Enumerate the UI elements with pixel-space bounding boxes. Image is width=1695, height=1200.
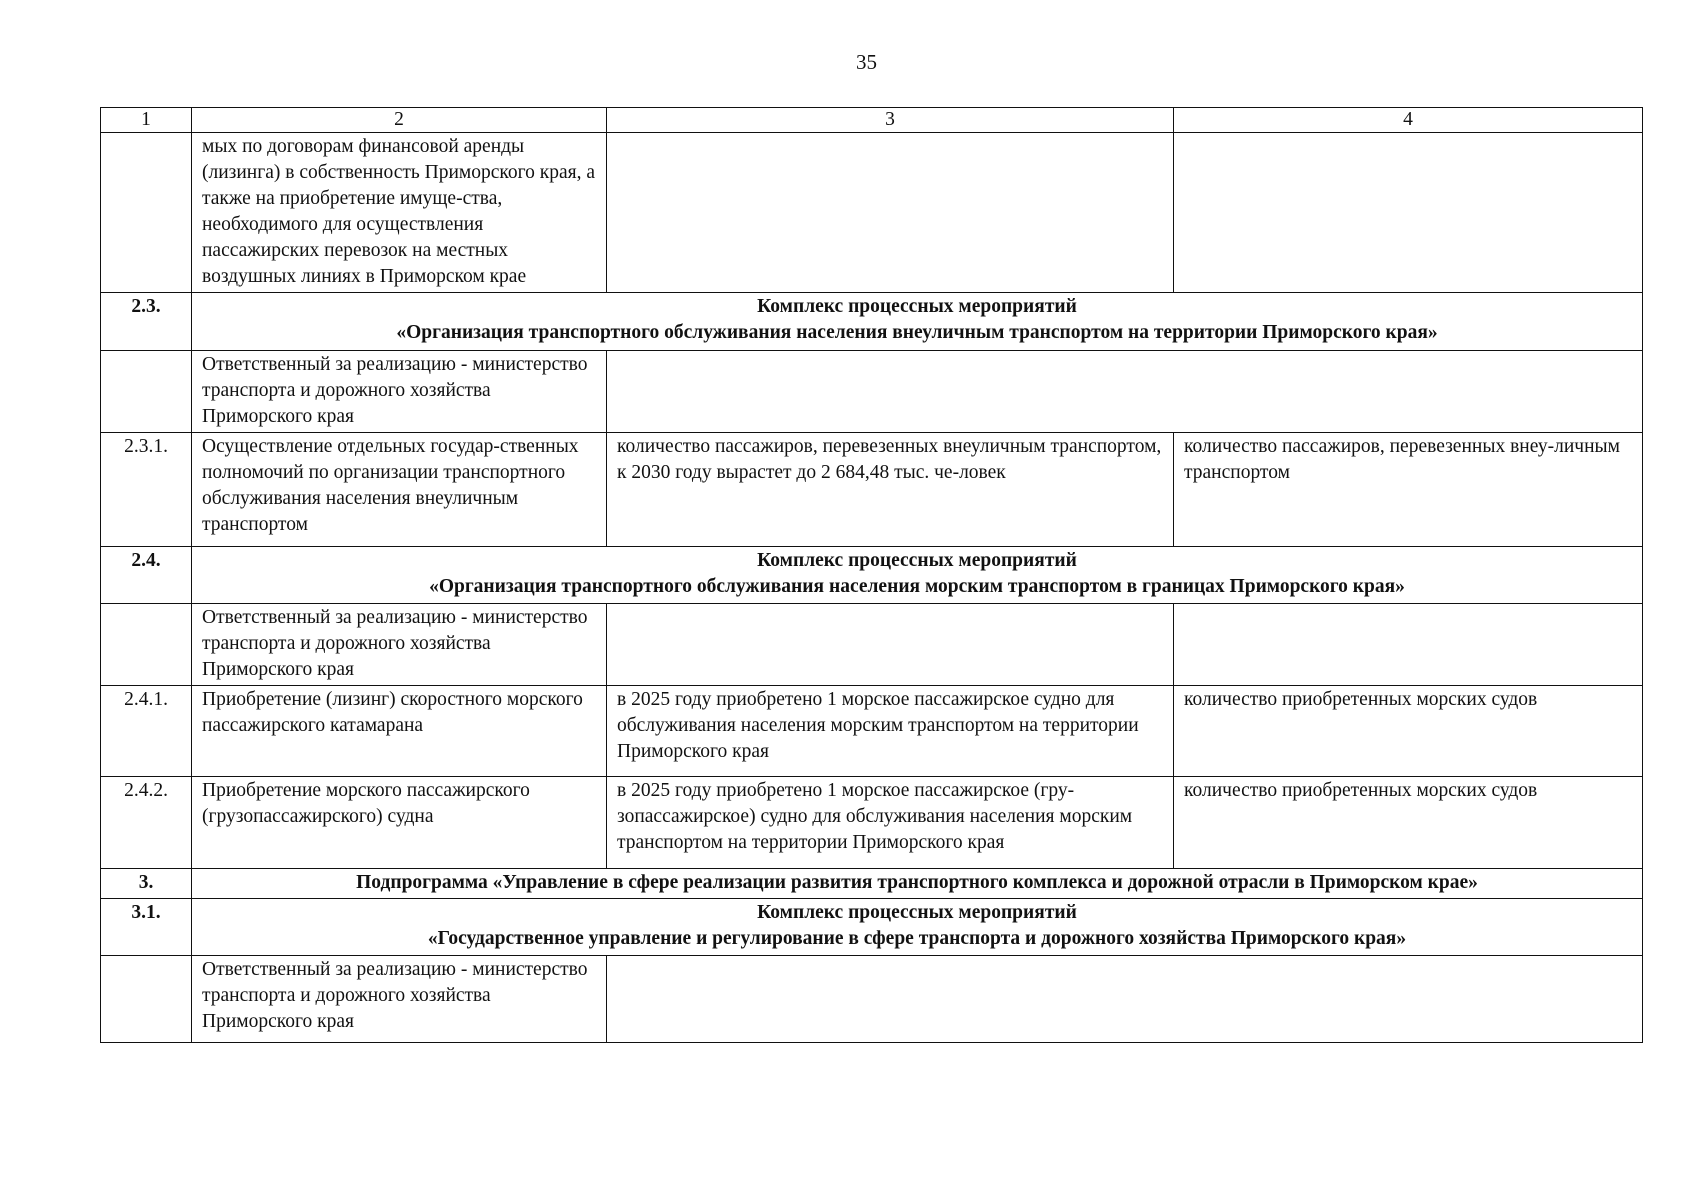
- responsible-text: Ответственный за реализацию - министерство транспорта и дорожного хозяйства Приморского края: [192, 604, 607, 686]
- subprogram-row: [101, 869, 1643, 899]
- section-number: 2.4.: [101, 547, 192, 604]
- item-number: 2.4.1.: [101, 686, 192, 777]
- section-header-row: [101, 547, 1643, 604]
- section-title: Комплекс процессных мероприятий: [757, 296, 1077, 317]
- section-title: Комплекс процессных мероприятий: [757, 550, 1077, 571]
- item-number: 2.3.1.: [101, 433, 192, 547]
- table-cell: [101, 604, 192, 686]
- item-number: 2.4.2.: [101, 777, 192, 869]
- section-heading: [192, 899, 1643, 956]
- table-cell: [101, 133, 192, 293]
- table-cell: [1174, 604, 1643, 686]
- item-indicator: количество приобретенных морских судов: [1174, 777, 1643, 869]
- section-title: Комплекс процессных мероприятий: [757, 902, 1077, 923]
- item-indicator: количество пассажиров, перевезенных внеу-личным транспортом: [1174, 433, 1643, 547]
- page-number: 35: [856, 50, 877, 74]
- table-row: [101, 433, 1643, 547]
- measures-table: [100, 107, 1643, 1043]
- section-name: «Государственное управление и регулирование в сфере транспорта и дорожного хозяйства Приморского края»: [427, 928, 1407, 949]
- continuation-row: [101, 133, 1643, 293]
- section-number: 2.3.: [101, 293, 192, 351]
- responsible-row: [101, 956, 1643, 1043]
- column-header-4: 4: [1174, 108, 1643, 133]
- item-activity: Приобретение морского пассажирского (грузопассажирского) судна: [192, 777, 607, 869]
- subprogram-number: 3.: [101, 869, 192, 899]
- item-indicator: количество приобретенных морских судов: [1174, 686, 1643, 777]
- section-heading: [192, 547, 1643, 604]
- table-cell: [607, 956, 1643, 1043]
- item-result: количество пассажиров, перевезенных внеуличным транспортом, к 2030 году вырастет до 2 684,48 тыс. че-ловек: [607, 433, 1174, 547]
- continuation-text: мых по договорам финансовой аренды (лизинга) в собственность Приморского края, а также на приобретение имуще-ства, необходимого для осуществления пассажирских перевозок на местных воздушных линиях в Приморском крае: [192, 133, 607, 293]
- item-result: в 2025 году приобретено 1 морское пассажирское (гру-зопассажирское) судно для обслуживания населения морским транспортом на территории Приморского края: [607, 777, 1174, 869]
- table-cell: [607, 604, 1174, 686]
- table-row: [101, 686, 1643, 777]
- column-number-row: [101, 108, 1643, 133]
- table-cell: [101, 956, 192, 1043]
- item-result: в 2025 году приобретено 1 морское пассажирское судно для обслуживания населения морским транспортом на территории Приморского края: [607, 686, 1174, 777]
- responsible-text: Ответственный за реализацию - министерство транспорта и дорожного хозяйства Приморского края: [192, 956, 607, 1043]
- table-cell: [1174, 133, 1643, 293]
- responsible-text: Ответственный за реализацию - министерство транспорта и дорожного хозяйства Приморского края: [192, 351, 607, 433]
- table-cell: [101, 351, 192, 433]
- table-row: [101, 777, 1643, 869]
- item-activity: Осуществление отдельных государ-ственных полномочий по организации транспортного обслуживания населения внеуличным транспортом: [192, 433, 607, 547]
- column-header-2: 2: [192, 108, 607, 133]
- section-heading: [192, 293, 1643, 351]
- column-header-1: 1: [101, 108, 192, 133]
- column-header-3: 3: [607, 108, 1174, 133]
- subprogram-title: Подпрограмма «Управление в сфере реализации развития транспортного комплекса и дорожной отрасли в Приморском крае»: [192, 869, 1643, 899]
- item-activity: Приобретение (лизинг) скоростного морского пассажирского катамарана: [192, 686, 607, 777]
- responsible-row: [101, 604, 1643, 686]
- table-cell: [607, 133, 1174, 293]
- section-header-row: [101, 899, 1643, 956]
- section-name: «Организация транспортного обслуживания населения морским транспортом в границах Приморского края»: [429, 576, 1405, 597]
- responsible-row: [101, 351, 1643, 433]
- section-header-row: [101, 293, 1643, 351]
- table-cell: [607, 351, 1643, 433]
- section-number: 3.1.: [101, 899, 192, 956]
- section-name: «Организация транспортного обслуживания населения внеуличным транспортом на территории Приморского края»: [396, 322, 1438, 343]
